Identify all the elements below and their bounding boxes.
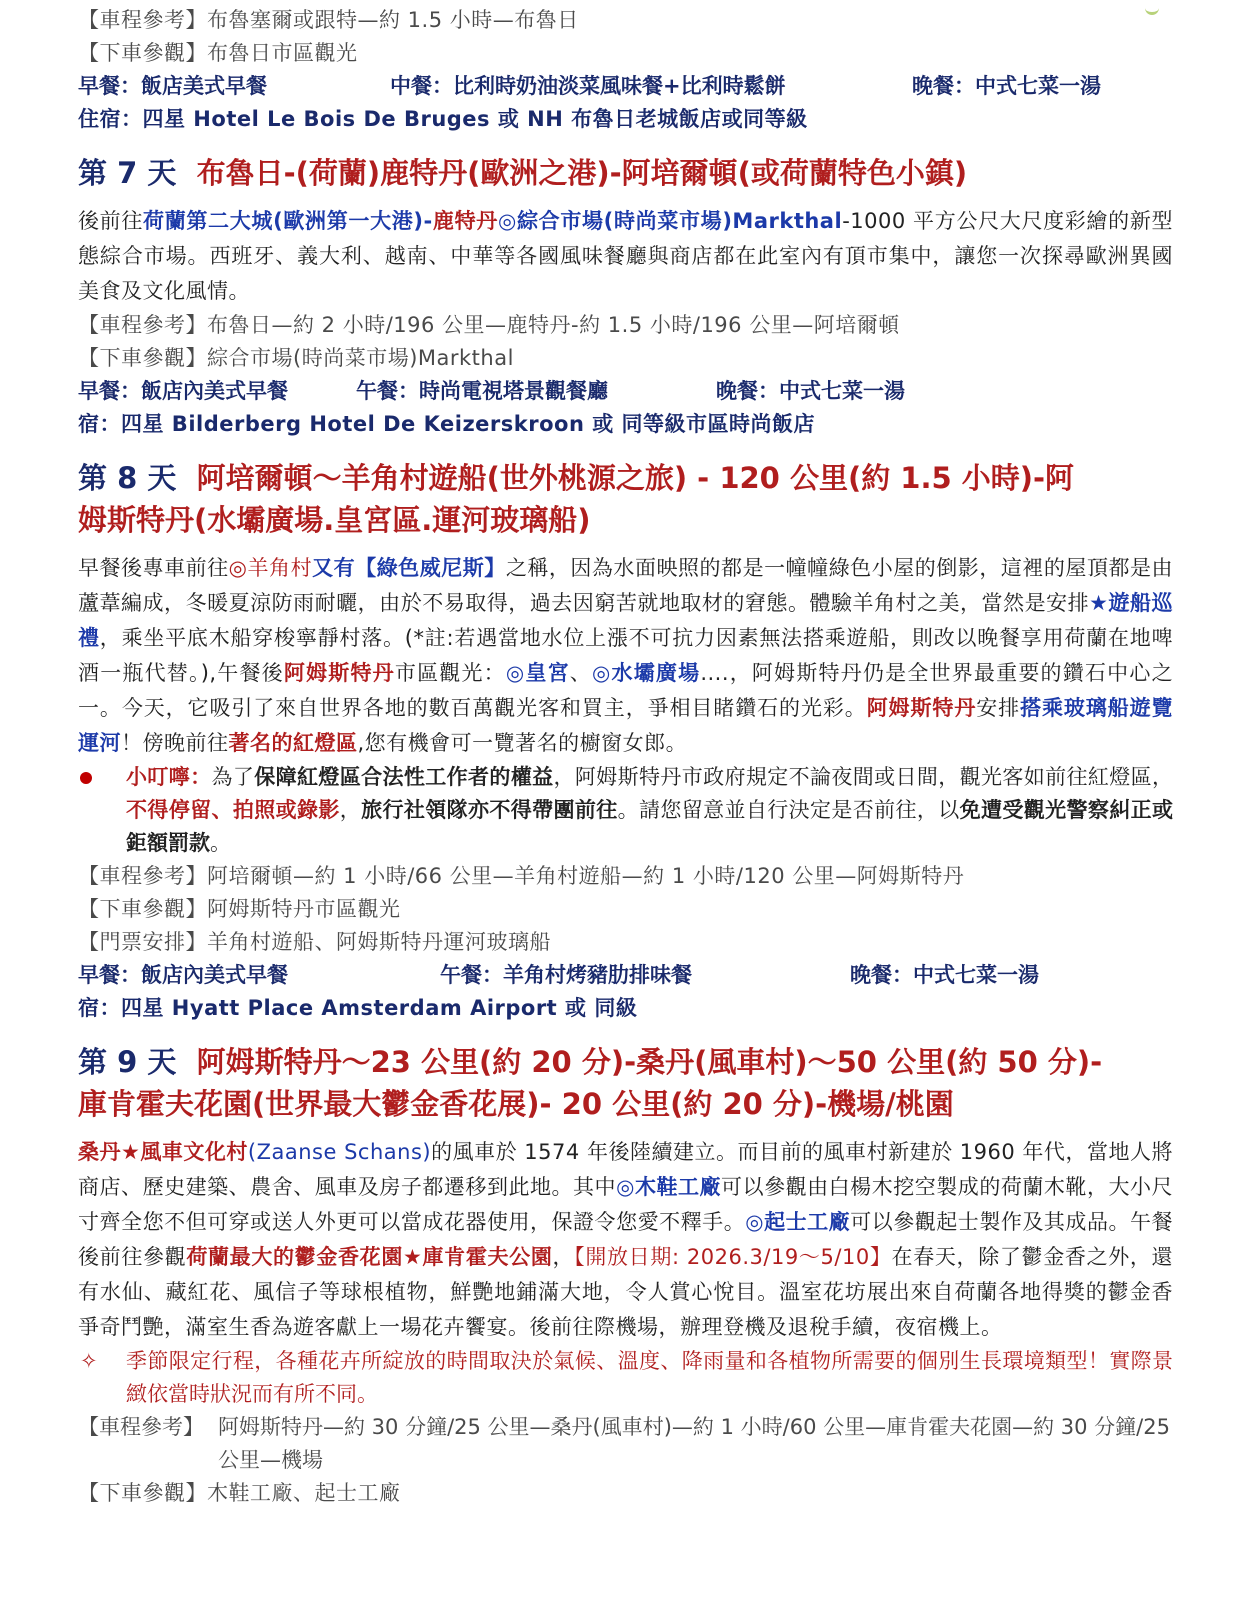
day-title: 布魯日-(荷蘭)鹿特丹(歐洲之港)-阿培爾頓(或荷蘭特色小鎮) (196, 156, 968, 190)
dinner: 晚餐：中式七菜一湯 (716, 379, 905, 403)
bullet-icon (80, 772, 92, 784)
lunch: 中餐：比利時奶油淡菜風味餐+比利時鬆餅 (390, 74, 786, 98)
route-reference: 【車程參考】 阿姆斯特丹—約 30 分鐘/25 公里—桑丹(風車村)—約 1 小時/60 公里—庫肯霍夫花園—約 30 分鐘/25 公里—機場 (78, 1415, 1170, 1472)
stop-reference: 【下車參觀】布魯日市區觀光 (78, 41, 358, 65)
breakfast: 早餐：飯店美式早餐 (78, 74, 267, 98)
day-number: 第 7 天 (78, 156, 177, 190)
day-description: 後前往荷蘭第二大城(歐洲第一大港)-鹿特丹◎綜合市場(時尚菜市場)Markthal-1000 平方公尺大尺度彩繪的新型態綜合市場。西班牙、義大利、越南、中華等各國風味餐廳與商店都在此室內有頂市集中，讓您一次探尋歐洲異國美食及文化風情。 (78, 209, 1174, 303)
breakfast: 早餐：飯店內美式早餐 (78, 963, 288, 987)
day-title-cont: 姆斯特丹(水壩廣場.皇宮區.運河玻璃船) (78, 503, 591, 537)
route-reference: 【車程參考】布魯塞爾或跟特—約 1.5 小時—布魯日 (78, 8, 579, 32)
day-description: 桑丹★風車文化村(Zaanse Schans)的風車於 1574 年後陸續建立。而目前的風車村新建於 1960 年代，當地人將商店、歷史建築、農舍、風車及房子都遷移到此地。其中◎木鞋工廠可以參觀由白楊木挖空製成的荷蘭木靴，大小尺寸齊全您不但可穿或送人外更可以當成花器使用，保證令您愛不釋手。◎起士工廠可以參觀起士製作及其成品。午餐後前往參觀荷蘭最大的鬱金香花園★庫肯霍夫公園，【開放日期: 2026.3/19～5/10】在春天，除了鬱金香之外，還有水仙、藏紅花、風信子等球根植物，鮮艷地鋪滿大地，令人賞心悅目。溫室花坊展出來自荷蘭各地得獎的鬱金香爭奇鬥艷，滿室生香為遊客獻上一場花卉饗宴。後前往際機場，辦理登機及退稅手續，夜宿機上。 (78, 1140, 1174, 1339)
day-heading (78, 152, 1173, 194)
meals-row (78, 375, 1173, 408)
day-heading (78, 457, 1173, 541)
lunch: 午餐：羊角村烤豬肋排味餐 (440, 963, 692, 987)
meals-row (78, 70, 1173, 103)
sparkle-icon: ✧ (80, 1349, 98, 1373)
stop-reference: 【下車參觀】木鞋工廠、起士工廠 (78, 1481, 401, 1505)
route-reference: 【車程參考】阿培爾頓—約 1 小時/66 公里—羊角村遊船—約 1 小時/120 公里—阿姆斯特丹 (78, 864, 965, 888)
day-heading (78, 1041, 1173, 1125)
meals-row (78, 959, 1173, 992)
route-reference: 【車程參考】布魯日—約 2 小時/196 公里—鹿特丹-約 1.5 小時/196 公里—阿培爾頓 (78, 313, 900, 337)
hotel: 宿：四星 Bilderberg Hotel De Keizerskroon 或 同等級市區時尚飯店 (78, 412, 816, 436)
day-number: 第 9 天 (78, 1045, 177, 1079)
lunch: 午餐：時尚電視塔景觀餐廳 (356, 379, 608, 403)
day-title: 阿姆斯特丹～23 公里(約 20 分)-桑丹(風車村)～50 公里(約 50 分)- (196, 1045, 1103, 1079)
season-note: ✧ 季節限定行程，各種花卉所綻放的時間取決於氣候、溫度、降雨量和各植物所需要的個別生長環境類型！實際景緻依當時狀況而有所不同。 (78, 1345, 1173, 1411)
stop-reference: 【下車參觀】綜合市場(時尚菜市場)Markthal (78, 346, 514, 370)
day-title: 阿培爾頓～羊角村遊船(世外桃源之旅) - 120 公里(約 1.5 小時)-阿 (196, 461, 1075, 495)
dinner: 晚餐：中式七菜一湯 (850, 963, 1039, 987)
day-number: 第 8 天 (78, 461, 177, 495)
hotel: 宿：四星 Hyatt Place Amsterdam Airport 或 同級 (78, 996, 638, 1020)
dinner: 晚餐：中式七菜一湯 (912, 74, 1101, 98)
day-title-cont: 庫肯霍夫花園(世界最大鬱金香花展)- 20 公里(約 20 分)-機場/桃園 (78, 1087, 954, 1121)
reminder-note: 小叮嚀：為了保障紅燈區合法性工作者的權益，阿姆斯特丹市政府規定不論夜間或日間，觀光客如前往紅燈區，不得停留、拍照或錄影，旅行社領隊亦不得帶團前往。請您留意並自行決定是否前往，以免遭受觀光警察糾正或鉅額罰款。 (78, 761, 1173, 860)
itinerary-content (78, 4, 1173, 1510)
stop-reference: 【下車參觀】阿姆斯特丹市區觀光 (78, 897, 401, 921)
day-description: 早餐後專車前往◎羊角村又有【綠色威尼斯】之稱，因為水面映照的都是一幢幢綠色小屋的倒影，這裡的屋頂都是由蘆葦編成，冬暖夏涼防雨耐曬，由於不易取得，過去因窮苦就地取材的窘態。體驗羊角村之美，當然是安排★遊船巡禮，乘坐平底木船穿梭寧靜村落。(*註:若遇當地水位上漲不可抗力因素無法搭乘遊船，則改以晚餐享用荷蘭在地啤酒一瓶代替。),午餐後阿姆斯特丹市區觀光：◎皇宮、◎水壩廣場....，阿姆斯特丹仍是全世界最重要的鑽石中心之一。今天，它吸引了來自世界各地的數百萬觀光客和買主，爭相目睹鑽石的光彩。阿姆斯特丹安排搭乘玻璃船遊覽運河！傍晚前往著名的紅燈區,您有機會可一覽著名的櫥窗女郎。 (78, 556, 1174, 755)
breakfast: 早餐：飯店內美式早餐 (78, 379, 288, 403)
ticket-reference: 【門票安排】羊角村遊船、阿姆斯特丹運河玻璃船 (78, 930, 551, 954)
hotel: 住宿：四星 Hotel Le Bois De Bruges 或 NH 布魯日老城飯店或同等級 (78, 107, 808, 131)
